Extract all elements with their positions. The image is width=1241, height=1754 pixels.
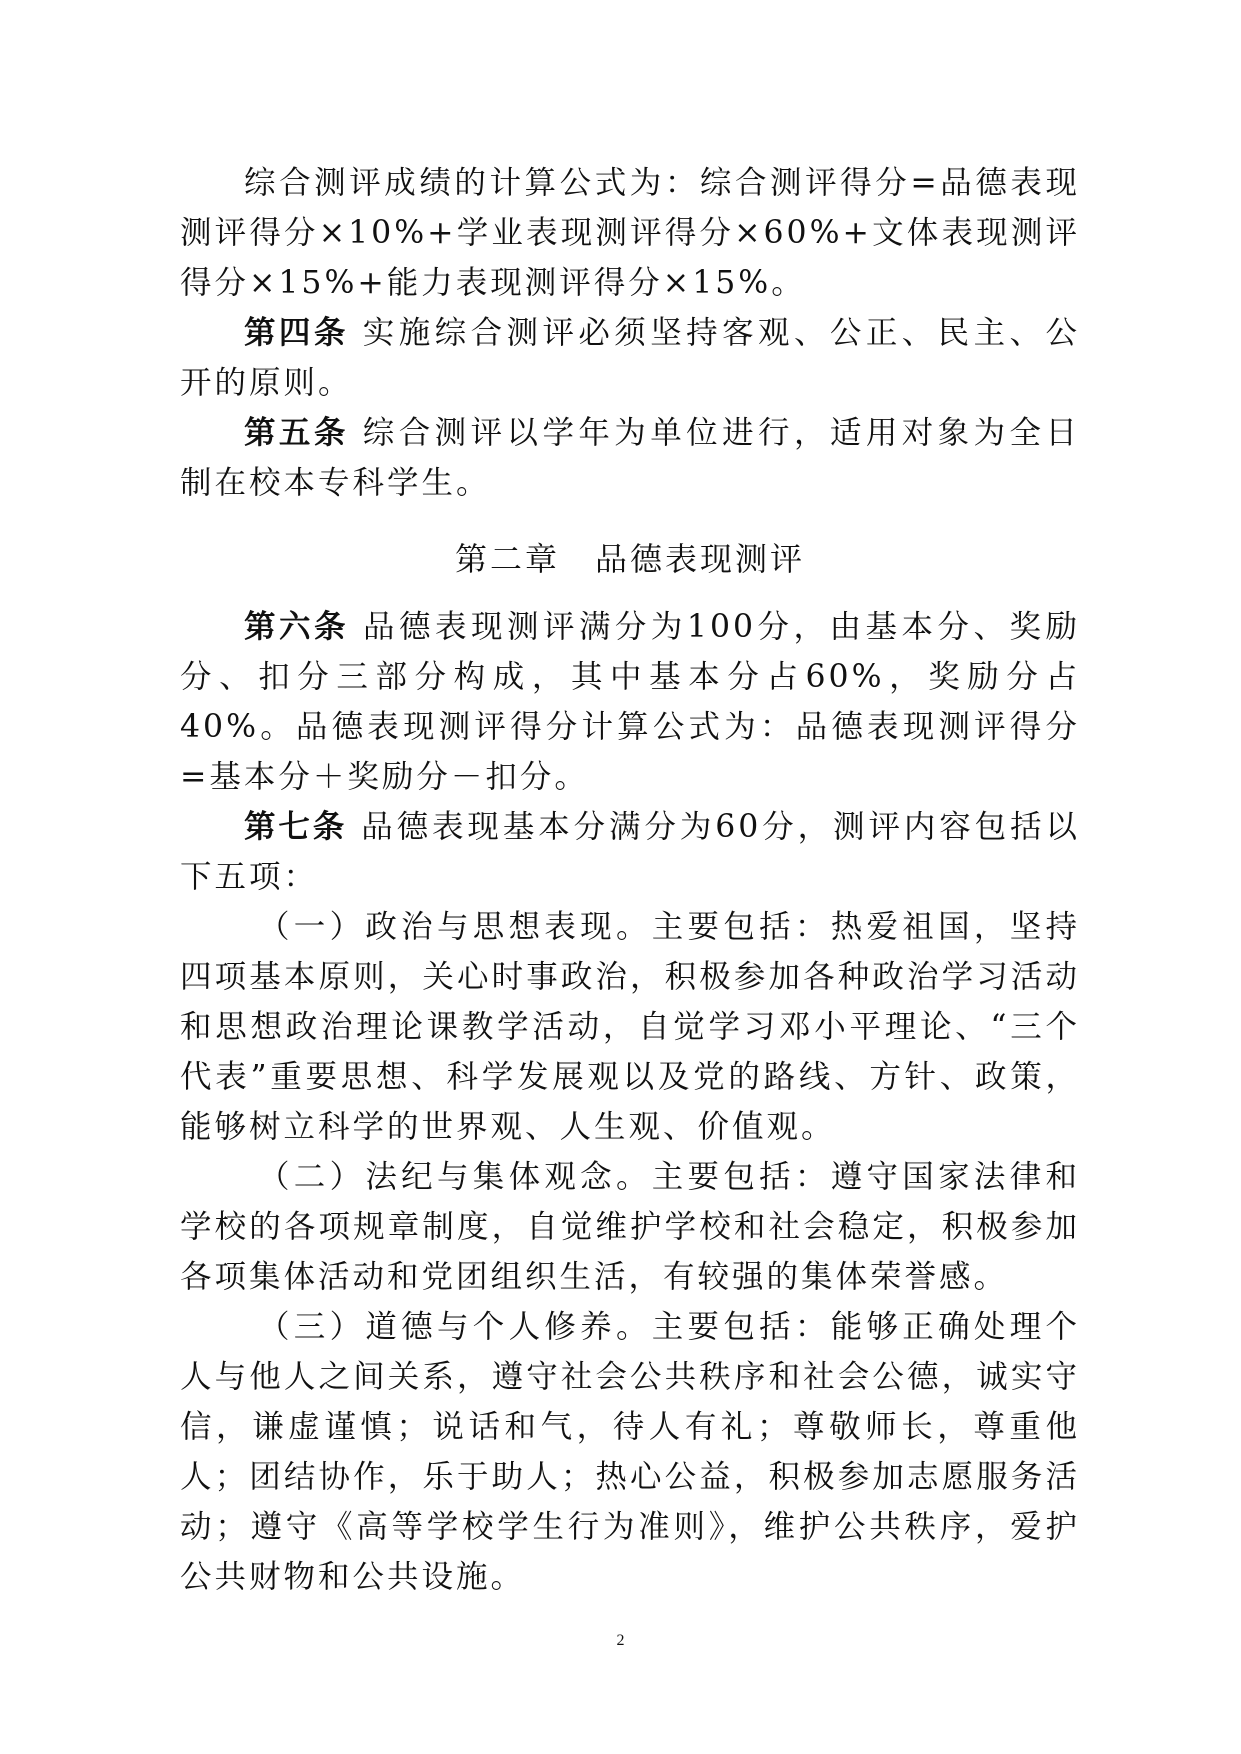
item-1-paragraph: （一）政治与思想表现。主要包括：热爱祖国，坚持四项基本原则，关心时事政治，积极参加各种政治学习活动和思想政治理论课教学活动，自觉学习邓小平理论、“三个代表”重要思想、科学发展观以及党的路线、方针、政策，能够树立科学的世界观、人生观、价值观。 [180,909,1080,1145]
article-7-label: 第七条 [244,809,348,845]
article-7-text: 品德表现基本分满分为60分，测评内容包括以下五项： [180,809,1080,895]
formula-paragraph: 综合测评成绩的计算公式为：综合测评得分=品德表现测评得分×10%+学业表现测评得分×60%+文体表现测评得分×15%+能力表现测评得分×15%。 [180,165,1080,301]
article-6-paragraph [180,602,1080,802]
chapter-2-heading: 第二章 品德表现测评 [454,540,805,578]
article-5-text: 综合测评以学年为单位进行，适用对象为全日制在校本专科学生。 [180,415,1080,501]
article-6-text: 品德表现测评满分为100分，由基本分、奖励分、扣分三部分构成，其中基本分占60%，奖励分占40%。品德表现测评得分计算公式为：品德表现测评得分=基本分＋奖励分－扣分。 [180,609,1080,795]
page-number: 2 [616,1632,625,1649]
article-4-paragraph [180,308,1080,408]
item-2-paragraph: （二）法纪与集体观念。主要包括：遵守国家法律和学校的各项规章制度，自觉维护学校和社会稳定，积极参加各项集体活动和党团组织生活，有较强的集体荣誉感。 [180,1159,1080,1295]
article-5-label: 第五条 [244,415,349,451]
article-6-label: 第六条 [244,609,349,645]
article-4-text: 实施综合测评必须坚持客观、公正、民主、公开的原则。 [180,315,1080,401]
article-4-label: 第四条 [244,315,349,351]
document-page [180,158,1080,1602]
item-3-paragraph: （三）道德与个人修养。主要包括：能够正确处理个人与他人之间关系，遵守社会公共秩序和社会公德，诚实守信，谦虚谨慎；说话和气，待人有礼；尊敬师长，尊重他人；团结协作，乐于助人；热心公益，积极参加志愿服务活动；遵守《高等学校学生行为准则》，维护公共秩序，爱护公共财物和公共设施。 [180,1309,1080,1595]
article-7-paragraph [180,802,1080,902]
article-5-paragraph [180,408,1080,508]
